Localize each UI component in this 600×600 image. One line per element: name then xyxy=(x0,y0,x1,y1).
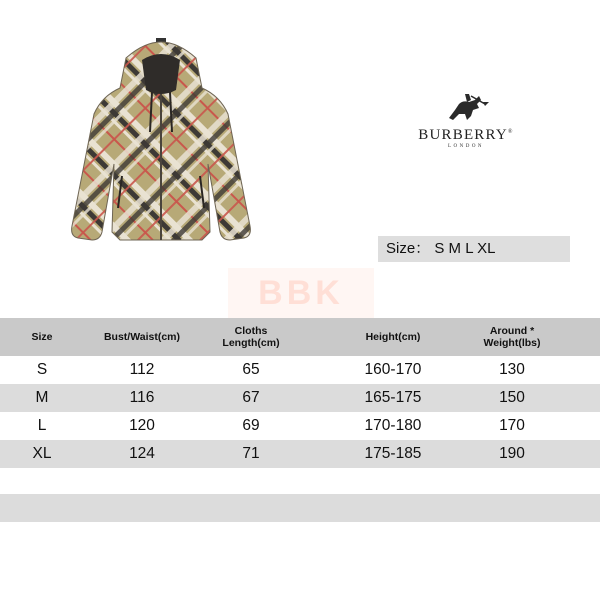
header-bust-waist: Bust/Waist(cm) xyxy=(103,331,181,343)
cell-bust-waist: 112 xyxy=(129,361,155,378)
brand-subtitle: LONDON xyxy=(447,144,485,149)
cell-length: 65 xyxy=(242,361,260,378)
cell-length: 67 xyxy=(242,389,260,406)
cell-size: S xyxy=(36,361,48,378)
brand-name: BURBERRY® xyxy=(418,127,514,143)
table-row xyxy=(0,440,600,468)
cell-bust-waist: 124 xyxy=(129,445,155,462)
cell-height: 165-175 xyxy=(364,389,422,406)
size-label: Size： xyxy=(386,240,431,257)
cell-size: M xyxy=(35,389,49,406)
empty-band xyxy=(0,494,600,522)
equestrian-knight-logo xyxy=(443,92,489,122)
table-row xyxy=(0,412,600,440)
cell-weight: 190 xyxy=(499,445,525,462)
jacket-image xyxy=(52,36,270,248)
cell-height: 175-185 xyxy=(364,445,422,462)
cell-bust-waist: 116 xyxy=(129,389,155,406)
cell-weight: 150 xyxy=(499,389,525,406)
cell-height: 170-180 xyxy=(364,417,422,434)
available-sizes-box xyxy=(378,236,570,262)
size-values: S M L XL xyxy=(434,240,496,257)
table-header-row xyxy=(0,318,600,356)
cell-length: 69 xyxy=(242,417,260,434)
header-cloths-length: Cloths Length(cm) xyxy=(222,325,280,349)
cell-weight: 130 xyxy=(499,361,525,378)
cell-length: 71 xyxy=(242,445,260,462)
watermark: BBK xyxy=(228,268,374,318)
table-row xyxy=(0,356,600,384)
header-height: Height(cm) xyxy=(365,331,421,343)
brand-logo xyxy=(396,92,536,152)
cell-weight: 170 xyxy=(499,417,525,434)
header-weight: Around * Weight(lbs) xyxy=(483,325,541,349)
cell-size: L xyxy=(37,417,47,434)
header-size: Size xyxy=(31,331,53,343)
table-row xyxy=(0,384,600,412)
size-chart-table xyxy=(0,318,600,468)
cell-size: XL xyxy=(32,445,52,462)
cell-height: 160-170 xyxy=(364,361,422,378)
cell-bust-waist: 120 xyxy=(129,417,155,434)
